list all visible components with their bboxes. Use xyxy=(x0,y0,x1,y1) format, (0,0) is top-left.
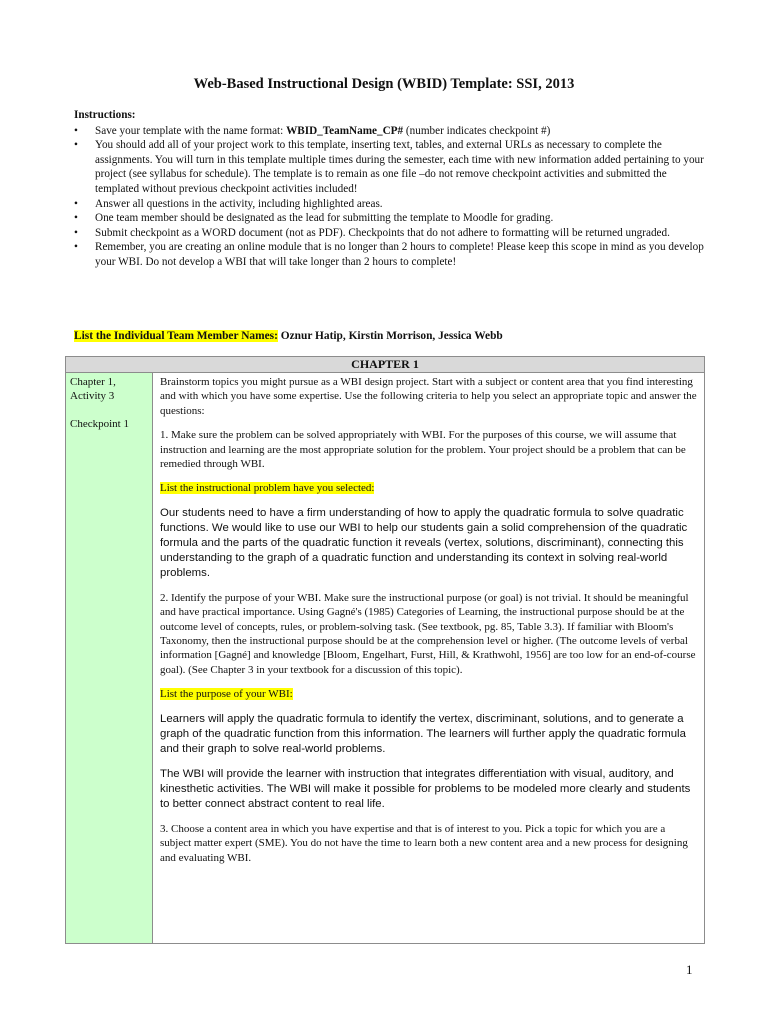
instruction-text: (number indicates checkpoint #) xyxy=(403,124,551,137)
document-title: Web-Based Instructional Design (WBID) Template: SSI, 2013 xyxy=(193,76,575,92)
question-1-prompt-text: List the instructional problem have you selected: xyxy=(160,482,375,495)
question-1: 1. Make sure the problem can be solved appropriately with WBI. For the purposes of this course, we will assume that instruction and learning are the most appropriate solution for the problem. Your project should be a problem that can be remedied through WBI. xyxy=(160,429,686,471)
instruction-item: • Remember, you are creating an online module that is no longer than 2 hours to complete! Please keep this scope in mind as you develop your WBI. Do not develop a WBI that will take longer than 2 hours to complete! xyxy=(74,240,706,269)
question-2: 2. Identify the purpose of your WBI. Make sure the instructional purpose (or goal) is not trivial. It should be meaningful and have practical importance. Using Gagné's (1985) Categories of Learning, the instructional purpose should be at the outcome level of concepts, rules, or problem-solving task. (See textbook, pg. 85, Table 3.3). If familiar with Bloom's Taxonomy, then the instructional purpose should be at the comprehension level or higher. (The outcome levels of verbal information [Gagné] and knowledge [Bloom, Engelhart, Furst, Hill, & Krathwohl, 1956] are too low for an end-of-course goal). (See Chapter 3 in your textbook for a discussion of this topic). xyxy=(160,591,696,676)
activity-intro: Brainstorm topics you might pursue as a WBI design project. Start with a subject or content area that you find interesting and with which you have some expertise. Use the following criteria to help you select an appropriate topic and answer the questions: xyxy=(160,376,697,417)
instruction-text: Save your template with the name format: xyxy=(95,124,287,137)
team-members-line xyxy=(74,330,503,342)
checkpoint-label: Checkpoint 1 xyxy=(70,417,129,430)
activity-content-cell xyxy=(153,373,705,944)
instructions-heading: Instructions: xyxy=(74,109,136,121)
instructions-list xyxy=(74,124,706,270)
question-1-prompt xyxy=(160,481,698,495)
question-2-prompt-text: List the purpose of your WBI: xyxy=(160,688,293,701)
answer-1: Our students need to have a firm understanding of how to apply the quadratic formula to solve quadratic functions. We would like to use our WBI to help our students gain a solid comprehension of the quadratic formula and the parts of the quadratic function it reveals (vertex, solutions, discriminant), connecting this understanding to the graph of a quadratic function and understanding its context in solving real-world problems. xyxy=(160,506,688,579)
instruction-item: • Answer all questions in the activity, including highlighted areas. xyxy=(74,197,706,212)
instruction-item xyxy=(74,124,706,139)
instruction-item: • Submit checkpoint as a WORD document (not as PDF). Checkpoints that do not adhere to formatting will be returned ungraded. xyxy=(74,226,706,241)
file-name-format: WBID_TeamName_CP# xyxy=(286,124,404,137)
instructions-section xyxy=(74,108,706,270)
question-3: 3. Choose a content area in which you have expertise and that is of interest to you. Pick a topic for which you are a subject matter expert (SME). You do not have the time to learn both a new content area and a new process for designing and evaluating WBI. xyxy=(160,822,688,864)
answer-2b: The WBI will provide the learner with instruction that integrates differentiation with visual, auditory, and kinesthetic activities. The WBI will make it possible for problems to be modeled more clearly and students to better connect abstract content to real life. xyxy=(160,767,691,810)
question-2-prompt xyxy=(160,687,698,701)
chapter-heading: CHAPTER 1 xyxy=(66,357,705,373)
activity-cell xyxy=(66,373,153,944)
instruction-item: • One team member should be designated as the lead for submitting the template to Moodle for grading. xyxy=(74,211,706,226)
team-members-names: Oznur Hatip, Kirstin Morrison, Jessica Webb xyxy=(277,330,503,342)
chapter-table xyxy=(65,356,705,944)
instruction-item: • You should add all of your project work to this template, inserting text, tables, and external URLs as necessary to complete the assignments. You will turn in this template multiple times during the semester, each time with new information added pertaining to your project (see syllabus for schedule). The template is to remain as one file –do not remove checkpoint activities and submitted the templated without previous checkpoint activities included! xyxy=(74,138,706,196)
answer-2a: Learners will apply the quadratic formula to identify the vertex, discriminant, solutions, and to generate a graph of the quadratic function from this information. The learners will further apply the quadratic formula and their graph to solve real-world problems. xyxy=(160,712,686,755)
activity-label: Chapter 1, Activity 3 xyxy=(70,376,116,403)
page-number: 1 xyxy=(686,962,693,977)
team-members-label: List the Individual Team Member Names: xyxy=(74,330,278,342)
